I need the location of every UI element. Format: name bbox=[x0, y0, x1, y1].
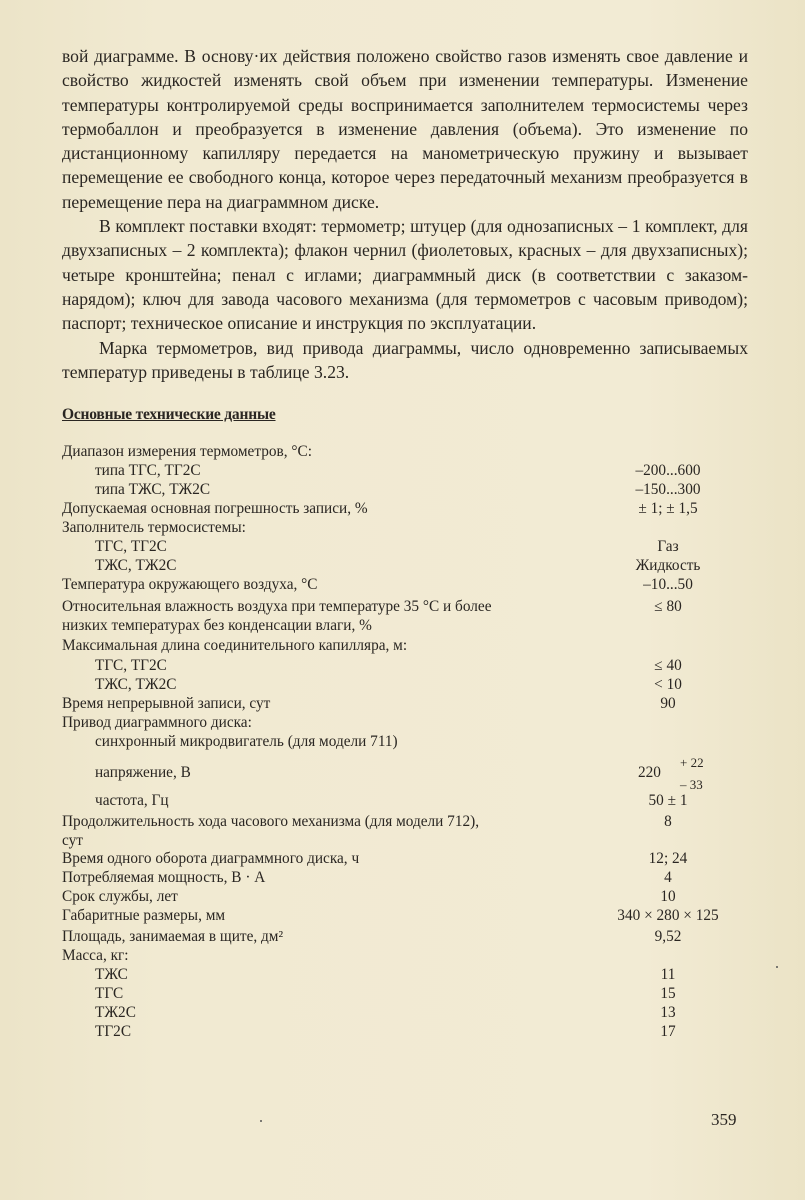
spec-label: напряжение, В bbox=[95, 764, 191, 781]
spec-label: ТГС, ТГ2С bbox=[95, 538, 167, 555]
spec-value: –10...50 bbox=[643, 576, 693, 593]
page-number: 359 bbox=[711, 1110, 737, 1129]
spec-label: Привод диаграммного диска: bbox=[62, 714, 252, 731]
spec-row bbox=[0, 636, 805, 656]
spec-label: сут bbox=[62, 832, 83, 849]
spec-value: 11 bbox=[660, 966, 676, 983]
spec-value: 220 bbox=[638, 764, 661, 781]
spec-value: –200...600 bbox=[635, 462, 701, 479]
section-heading: Основные технические данные bbox=[62, 406, 276, 423]
spec-value: 90 bbox=[660, 695, 676, 712]
spec-value: 4 bbox=[664, 869, 672, 886]
spec-row bbox=[0, 812, 805, 832]
spec-label: частота, Гц bbox=[95, 792, 169, 809]
spec-row bbox=[0, 831, 805, 851]
spec-value: –150...300 bbox=[635, 481, 701, 498]
spec-row bbox=[0, 984, 805, 1004]
spec-row bbox=[0, 1003, 805, 1023]
spec-label: ТЖС, ТЖ2С bbox=[95, 676, 177, 693]
print-speck bbox=[260, 1120, 262, 1122]
spec-row bbox=[0, 518, 805, 538]
spec-row bbox=[0, 597, 805, 617]
spec-label: Продолжительность хода часового механизма (для модели 712), bbox=[62, 813, 480, 830]
spec-value: Газ bbox=[657, 538, 679, 555]
spec-label: Относительная влажность воздуха при температуре 35 °С и более bbox=[62, 598, 492, 615]
spec-row bbox=[0, 694, 805, 714]
spec-row bbox=[0, 965, 805, 985]
spec-label: Время одного оборота диаграммного диска, ч bbox=[62, 850, 360, 867]
spec-label: Срок службы, лет bbox=[62, 888, 178, 905]
spec-row bbox=[0, 887, 805, 907]
spec-row bbox=[0, 537, 805, 557]
spec-row bbox=[0, 946, 805, 966]
spec-row bbox=[0, 616, 805, 636]
spec-label: Время непрерывной записи, сут bbox=[62, 695, 271, 712]
spec-label: ТГС bbox=[95, 985, 124, 1002]
spec-row bbox=[0, 575, 805, 595]
spec-value: 340 × 280 × 125 bbox=[617, 907, 719, 924]
paragraph: вой диаграмме. В основу·их действия положено свойство газов изменять свое давление и свойство жидкостей изменять свой объем при изменении температуры. Изменение температуры контролируемой среды воспринимается заполнителем термосистемы через термобаллон и преобразуется в изменение давления (объема). Это изменение по дистанционному капилляру передается на манометрическую пружину и вызывает перемещение ее свободного конца, которое через передаточный механизм преобразуется в перемещение пера на диаграммном диске. bbox=[62, 46, 748, 212]
spec-label: Заполнитель термосистемы: bbox=[62, 519, 246, 536]
spec-value: 12; 24 bbox=[648, 850, 688, 867]
spec-label: ТЖ2С bbox=[95, 1004, 136, 1021]
spec-label: Масса, кг: bbox=[62, 947, 129, 964]
spec-row bbox=[0, 499, 805, 519]
spec-row bbox=[0, 480, 805, 500]
spec-label: ТГ2С bbox=[95, 1023, 132, 1040]
spec-label: Диапазон измерения термометров, °С: bbox=[62, 443, 312, 460]
spec-value: 15 bbox=[660, 985, 676, 1002]
spec-row bbox=[0, 656, 805, 676]
spec-row bbox=[0, 1022, 805, 1042]
spec-label: Температура окружающего воздуха, °С bbox=[62, 576, 318, 593]
spec-value: 10 bbox=[660, 888, 676, 905]
spec-label: типа ТЖС, ТЖ2С bbox=[95, 481, 211, 498]
spec-row bbox=[0, 732, 805, 752]
spec-row bbox=[0, 906, 805, 926]
spec-label: Допускаемая основная погрешность записи, % bbox=[62, 500, 368, 517]
spec-row bbox=[0, 868, 805, 888]
spec-value: ± 1; ± 1,5 bbox=[638, 500, 698, 517]
spec-value: 9,52 bbox=[654, 928, 682, 945]
spec-label: Потребляемая мощность, В · А bbox=[62, 869, 266, 886]
spec-value: 8 bbox=[664, 813, 672, 830]
spec-value: < 10 bbox=[654, 676, 682, 693]
paragraph: В комплект поставки входят: термометр; штуцер (для однозаписных – 1 комплект, для двухзаписных – 2 комплекта); флакон чернил (фиолетовых, красных – для двухзаписных); четыре кронштейна; пенал с иглами; диаграммный диск (в соответствии с заказом-нарядом); ключ для завода часового механизма (для термометров с часовым приводом); паспорт; техническое описание и инструкция по эксплуатации. bbox=[62, 216, 748, 334]
spec-label: Габаритные размеры, мм bbox=[62, 907, 226, 924]
tolerance-lower: – 33 bbox=[680, 777, 703, 792]
spec-label: ТГС, ТГ2С bbox=[95, 657, 167, 674]
spec-row-voltage bbox=[0, 755, 805, 792]
spec-value: Жидкость bbox=[635, 557, 701, 574]
spec-value: ≤ 40 bbox=[654, 657, 682, 674]
spec-row bbox=[0, 791, 805, 811]
spec-label: типа ТГС, ТГ2С bbox=[95, 462, 201, 479]
spec-label: Максимальная длина соединительного капилляра, м: bbox=[62, 637, 408, 654]
spec-row bbox=[0, 927, 805, 947]
spec-row bbox=[0, 849, 805, 869]
spec-label: ТЖС, ТЖ2С bbox=[95, 557, 177, 574]
spec-value: 50 ± 1 bbox=[648, 792, 688, 809]
paragraph: Марка термометров, вид привода диаграммы, число одновременно записываемых температур приведены в таблице 3.23. bbox=[62, 337, 748, 382]
spec-value: ≤ 80 bbox=[654, 598, 682, 615]
spec-row bbox=[0, 713, 805, 733]
spec-label: синхронный микродвигатель (для модели 711) bbox=[95, 733, 398, 750]
spec-label: низких температурах без конденсации влаги, % bbox=[62, 617, 372, 634]
spec-row bbox=[0, 442, 805, 462]
tolerance-upper: + 22 bbox=[680, 755, 704, 770]
spec-value: 17 bbox=[660, 1023, 676, 1040]
print-speck bbox=[776, 966, 778, 968]
spec-label: ТЖС bbox=[95, 966, 128, 983]
spec-row bbox=[0, 556, 805, 576]
spec-value: 13 bbox=[660, 1004, 676, 1021]
spec-row bbox=[0, 461, 805, 481]
spec-label: Площадь, занимаемая в щите, дм² bbox=[62, 928, 284, 945]
spec-row bbox=[0, 675, 805, 695]
